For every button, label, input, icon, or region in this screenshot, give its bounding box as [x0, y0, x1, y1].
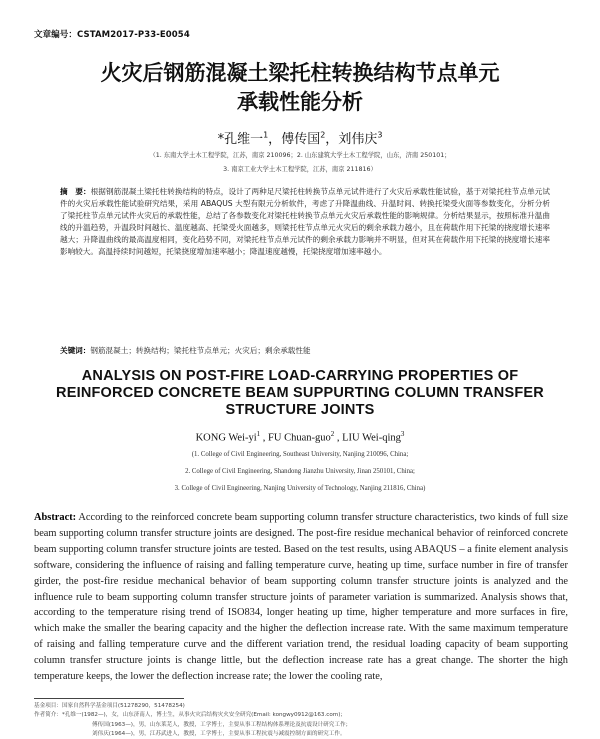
author-separator: ， — [325, 132, 339, 147]
footnote-fund: 基金项目：国家自然科学基金项目(51278290，51478254) — [34, 703, 185, 709]
footnote-author-intro-2: 傅传国(1963—)，男，山东莱芜人，教授，工学博士，主要从事工程结构体系理论及抗震设计研究工作； — [92, 721, 352, 728]
footnote-divider — [34, 698, 184, 699]
english-author-1-affil-mark: 1 — [256, 430, 261, 438]
english-author-2: FU Chuan-guo — [268, 432, 331, 444]
english-title-line-2: REINFORCED CONCRETE BEAM SUPPURTING COLUMN TRANSFER — [56, 385, 544, 401]
chinese-author-list — [0, 128, 600, 147]
english-title-line-1: ANALYSIS ON POST-FIRE LOAD-CARRYING PROPERTIES OF — [81, 368, 519, 384]
footnote-author-intro-1: 作者简介：*孔维一(1982—)，女，山东济南人，博士生，从事火灾后结构灾火安全研究(Email: kongwy0912@163.com)； — [34, 712, 346, 719]
english-abstract — [34, 510, 568, 685]
english-author-3: LIU Wei-qing — [342, 432, 401, 444]
author-separator: ， — [268, 132, 282, 147]
author-separator: , — [334, 432, 343, 444]
chinese-keywords — [60, 345, 550, 356]
english-affiliation-line-3: 3. College of Civil Engineering, Nanjing University of Technology, Nanjing 211816, China) — [174, 485, 426, 492]
author-1-affil-mark: 1 — [263, 130, 269, 140]
english-abstract-label: Abstract: — [34, 512, 77, 523]
english-affiliation-line-2: 2. College of Civil Engineering, Shandong Jianzhu University, Jinan 250101, China; — [185, 468, 415, 475]
chinese-abstract-label: 摘 要： — [60, 187, 91, 196]
footnotes — [34, 702, 564, 739]
english-affiliation-line-1: (1. College of Civil Engineering, Southeast University, Nanjing 210096, China; — [191, 451, 409, 458]
english-author-3-affil-mark: 3 — [400, 430, 405, 438]
chinese-author-1: 孔维一 — [224, 132, 264, 147]
footnote-author-intro-3: 刘伟庆(1964—)，男，江苏武进人，教授，工学博士，主要从事工程抗震与减震控制方面的研究工作。 — [92, 730, 346, 737]
chinese-abstract — [60, 186, 550, 258]
article-number: 文章编号：CSTAM2017-P33-E0054 — [34, 30, 190, 40]
chinese-affiliation-line-2: 3. 南京工业大学土木工程学院，江苏，南京 211816） — [223, 166, 377, 173]
author-2-affil-mark: 2 — [320, 130, 326, 140]
chinese-keywords-text: 钢筋混凝土；转换结构；梁托柱节点单元；火灾后；剩余承载性能 — [90, 346, 311, 355]
english-author-2-affil-mark: 2 — [330, 430, 335, 438]
chinese-title-line-1: 火灾后钢筋混凝土梁托柱转换结构节点单元 — [100, 61, 500, 85]
english-title-line-3: STRUCTURE JOINTS — [225, 402, 375, 418]
chinese-author-2: 傅传国 — [281, 132, 321, 147]
author-marker: * — [217, 132, 225, 147]
author-separator: , — [260, 432, 269, 444]
english-abstract-text: According to the reinforced concrete beam supporting column transfer structure characteristics, two kinds of full size beam supporting column transfer structure joints are designed. The post-fire residue mechanical behavior of reinforced concrete beam supporting column transfer structure joints are tested. Based on the test results, using ABAQUS – a finite element analysis software, considering the influence of raising and falling temperature curve, heating up time, surface number in fire of transfer girder, the post-fire residue mechanical behavior of beam supporting column transfer structure joints is analyzed and the influence rule to beam supporting column transfer structure joints of parameter variation is summarized. Analysis shows that, according to the temperature rising trend of ISO834, longer heating up time, higher temperature and more surfaces in fire, which make the smaller the bearing capacity and the higher the deflection increase rate. With the same maximum temperature of raising and falling temperature curve and the different variation trend, the residual loading capacity of beam supporting column transfer structure joints is change little, but the deflection increase rate has a great change. The shorter the high temperature keeps, the lower the deflection increase rate; the lower the cooling rate, — [34, 512, 568, 683]
chinese-affiliation-line-1: （1. 东南大学土木工程学院，江苏，南京 210096；2. 山东建筑大学土木工程学院，山东，济南 250101； — [149, 152, 451, 159]
english-author-list — [0, 430, 600, 444]
chinese-keywords-label: 关键词： — [60, 346, 91, 355]
chinese-title-line-2: 承载性能分析 — [237, 90, 363, 114]
english-author-1: KONG Wei-yi — [195, 432, 257, 444]
chinese-author-3: 刘伟庆 — [338, 132, 378, 147]
author-3-affil-mark: 3 — [377, 130, 383, 140]
chinese-abstract-text: 根据钢筋混凝土梁托柱转换结构的特点，设计了两种足尺梁托柱转换节点单元试件进行了火灾后承载性能试验，基于对梁托柱节点单元试件的火灾后承载性能试验研究结果，采用 ABAQUS 大型有限元分析软件，考虑了升降温曲线、升温时间、转换托梁受火面等参数变化，分析分析了梁托柱节点单元试件火灾后的承载性能，总结了各参数变化对梁托柱转换节点单元火灾后承载性能的影响规律。分析结果显示，按照标准升温曲线的升温趋势，升温段时间越长、温度越高、托梁受火面越多，则梁托柱节点单元火灾后的剩余承载力越小，且在荷载作用下托梁的挠度增长速率越大；升降温曲线的最高温度相同，变化趋势不同，对梁托柱节点单元试件的剩余承载力影响并不明显，但对其在荷载作用下托梁的挠度增长速率影响较大。高温持续时间越短，托梁挠度增加速率越小；降温速度越慢，托梁挠度增加速率越小。 — [60, 187, 551, 257]
